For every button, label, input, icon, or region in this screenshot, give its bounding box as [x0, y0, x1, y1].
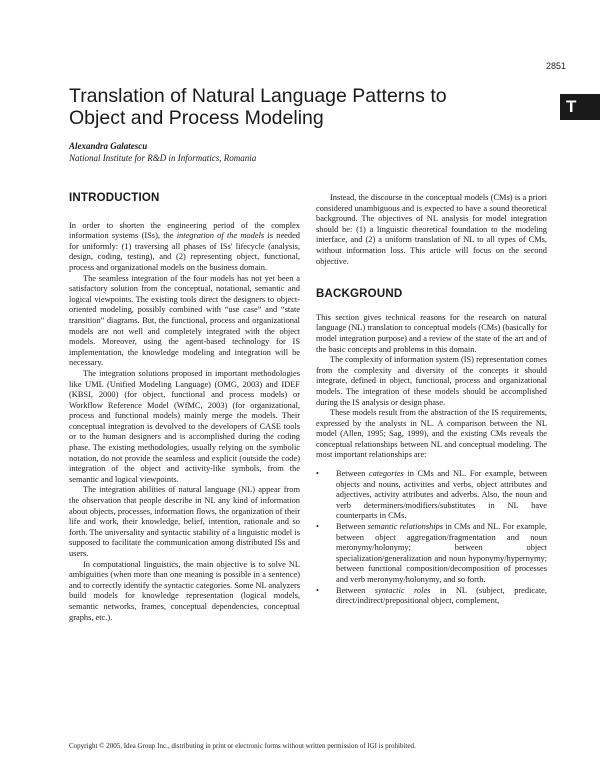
intro-paragraph-1: In order to shorten the engineering period of the complex information systems (ISs), the integration of the models is needed for uniformly: (1) traversing all phases of ISs' lifecycle (analysis, design, coding, testing), and (2) representing object, functional, process and organizational models on the business domain.	[69, 220, 300, 272]
intro-paragraph-4: The integration abilities of natural language (NL) appear from the observation that people describe in NL any kind of information about objects, processes, information flows, the organization of their life and work, their knowledge, belief, intention, rationale and so forth. The universality and syntactic stability of a linguistic model is supposed to facilitate the communication among distributed ISs and users.	[69, 485, 300, 558]
right-column	[316, 193, 547, 607]
relationship-item-syntactic: • Between syntactic roles in NL (subject, predicate, direct/indirect/prepositional object, complement,	[316, 585, 547, 606]
relationship-item-categories: • Between categories in CMs and NL. For example, between objects and nouns, activities and verbs, object attributes and adjectives, activity attributes and adverbs. Also, the noun and verb determiners/modifiers/substitutes in NL have counterparts in CMs.	[316, 469, 547, 521]
copyright-footer: Copyright © 2005, Idea Group Inc., distributing in print or electronic forms without written permission of IGI is prohibited.	[69, 742, 416, 750]
relationship-item-semantic: • Between semantic relationships in CMs and NL. For example, between object aggregation/fragmentation and noun meronymy/holonymy; between object specialization/generalization and noun hyponymy/hypernymy; between functional composition/decomposition of processes and verb meronymy/holonymy, and so forth.	[316, 522, 547, 584]
intro-paragraph-3: The integration solutions proposed in important methodologies like UML (Unified Modeling Language) (OMG, 2003) and IDEF (KBSI, 2000) (for object, functional and process models) or Workflow Reference Model (WfMC, 2003) (for organizational, process and functional models) mainly merge the models. Their conceptual integration is devolved to the developers of CASE tools or to the human designers and is accomplished during the coding phase. The existing methodologies, usually relying on the symbolic notation, do not provide the seamless and explicit (outside the code) integration of the object and activity-like symbols, from the semantic and logical viewpoints.	[69, 368, 300, 484]
background-paragraph-1: This section gives technical reasons for the research on natural language (NL) translation to conceptual models (CMs) (basically for model integration purpose) and a review of the state of the art and of the basic concepts and problems in this domain.	[316, 312, 547, 354]
author-affiliation: National Institute for R&D in Informatics, Romania	[69, 153, 257, 163]
section-tab-marker: T	[560, 94, 600, 120]
author-name: Alexandra Galatescu	[69, 141, 148, 151]
title-line-1: Translation of Natural Language Patterns to	[69, 85, 447, 107]
intro-continued-paragraph: Instead, the discourse in the conceptual models (CMs) is a priori considered unambiguous and is expected to have a sound theoretical background. The objectives of NL analysis for model integration should be: (1) a linguistic theoretical foundation to the modeling interface, and (2) a uniform translation of NL to all types of CMs, without information loss. This article will focus on the second objective.	[316, 193, 547, 266]
relationship-list	[316, 469, 547, 607]
background-paragraph-2: The complexity of information system (IS) representation comes from the complexity and diversity of the concepts it should integrate, defined in object, functional, process and organizational models. The integration of these models should be accomplished during the IS analysis or design phase.	[316, 355, 547, 407]
introduction-heading: INTRODUCTION	[69, 192, 160, 204]
article-title	[69, 85, 549, 129]
left-column	[69, 193, 300, 623]
background-heading: BACKGROUND	[316, 288, 403, 301]
intro-paragraph-5: In computational linguistics, the main objective is to solve NL ambiguities (when more than one meaning is possible in a sentence) and to correctly identify the syntactic categories. Some NL analyzers build models for knowledge representation (logical models, semantic networks, frames, conceptual dependencies, conceptual graphs, etc.).	[69, 559, 300, 622]
intro-paragraph-2: The seamless integration of the four models has not yet been a satisfactory solution from the conceptual, notational, semantic and logical viewpoints. The existing tools direct the designers to object-oriented modeling, possibly combined with “use case” and “state transition” diagrams. But, the functional, process and organizational models are not well and completely integrated with the object models. Moreover, using the agent-based technology for IS implementation, the knowledge modeling and integration will be necessary.	[69, 273, 300, 368]
title-line-2: Object and Process Modeling	[69, 107, 324, 129]
background-paragraph-3: These models result from the abstraction of the IS requirements, expressed by the analysts in NL. A comparison between the NL model (Allen, 1995; Sag, 1999), and the existing CMs reveals the conceptual relationships between NL and conceptual modeling. The most important relationships are:	[316, 408, 547, 460]
page-number: 2851	[545, 61, 566, 71]
